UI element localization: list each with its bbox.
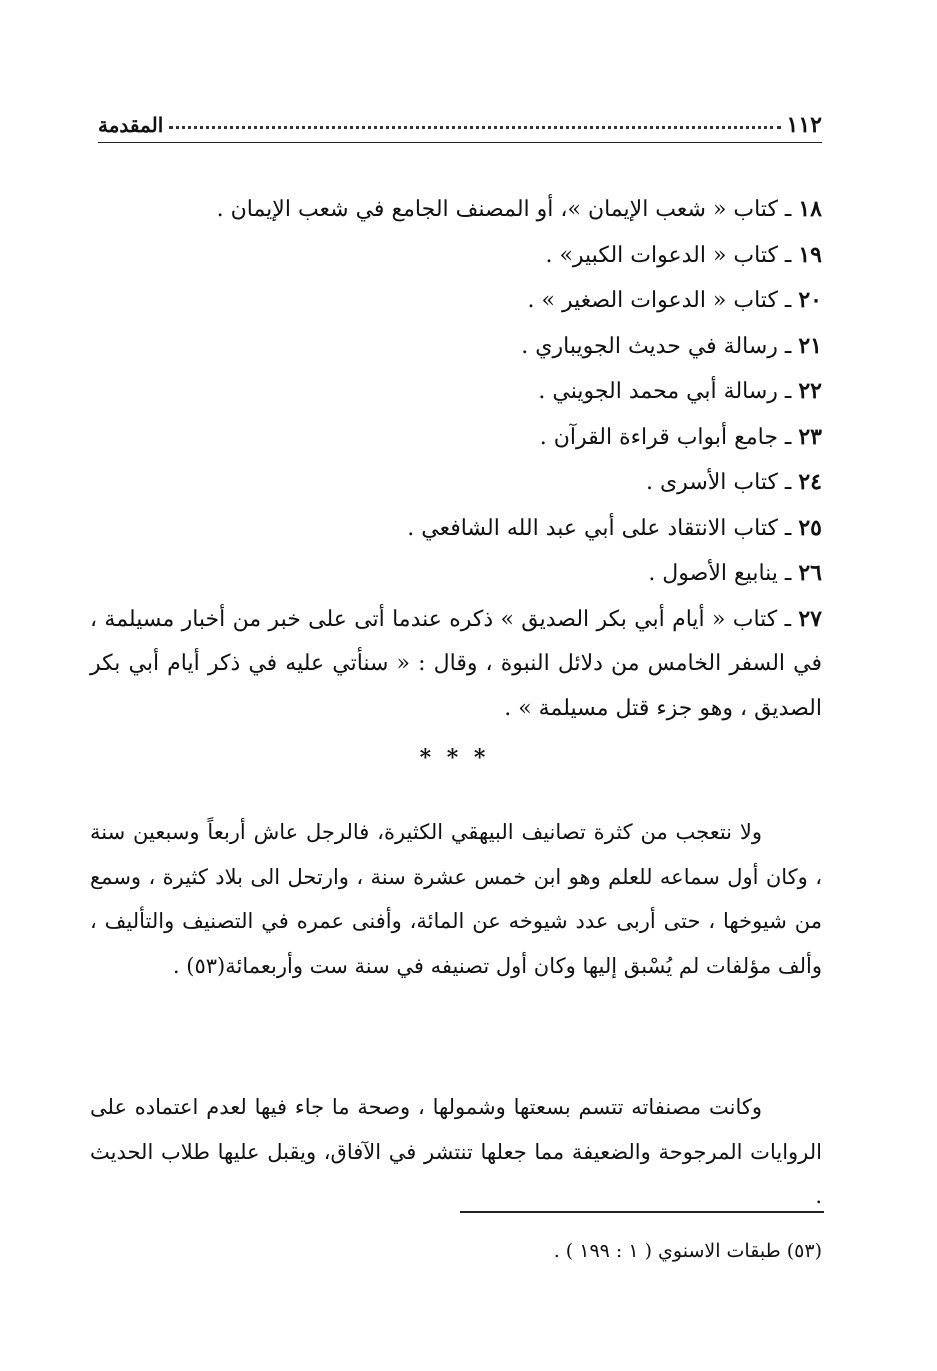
list-item	[90, 233, 822, 279]
body-paragraph: ولا نتعجب من كثرة تصانيف البيهقي الكثيرة، فالرجل عاش أربعاً وسبعين سنة ، وكان أول سماعه للعلم وهو ابن خمس عشرة سنة ، وارتحل الى بلاد كثيرة ، وسمع من شيوخها ، حتى أربى عدد شيوخه عن المائة، وأفنى عمره في التصنيف والتأليف ، وألف مؤلفات لم يُسْبق إليها وكان أول تصنيفه في سنة ست وأربعمائة(٥٣) .	[90, 820, 822, 978]
item-number: ١٩	[798, 241, 822, 268]
item-number: ٢٦	[798, 560, 822, 586]
section-separator	[0, 745, 937, 771]
works-list	[90, 187, 822, 731]
item-number: ٢٢	[798, 378, 822, 404]
footnote-divider	[460, 1211, 824, 1213]
list-item	[90, 278, 822, 324]
separator-stars: * * *	[419, 745, 490, 771]
header-title: المقدمة	[98, 113, 164, 137]
item-number: ٢٧	[798, 605, 822, 632]
footnote: (٥٣) طبقات الاسنوي ( ١ : ١٩٩ ) .	[553, 1240, 822, 1262]
list-item	[90, 187, 822, 233]
list-item	[90, 415, 822, 461]
item-number: ٢٠	[798, 287, 822, 313]
list-item	[90, 597, 822, 732]
item-text: ـ رسالة في حديث الجويباري .	[521, 333, 799, 359]
item-text: ـ رسالة أبي محمد الجويني .	[538, 379, 799, 404]
item-text: ـ جامع أبواب قراءة القرآن .	[539, 424, 799, 450]
page-number: ١١٢	[786, 112, 822, 138]
list-item	[90, 460, 822, 506]
running-header	[98, 108, 822, 143]
item-number: ٢٣	[798, 423, 822, 450]
item-number: ٢٤	[798, 469, 822, 495]
list-item	[90, 369, 822, 415]
item-text: ـ كتاب « الدعوات الصغير » .	[527, 288, 799, 313]
item-text: ـ كتاب « الدعوات الكبير» .	[545, 242, 799, 268]
header-leader-dots	[169, 126, 780, 129]
body-paragraph: وكانت مصنفاته تتسم بسعتها وشمولها ، وصحة ما جاء فيها لعدم اعتماده على الروايات المرجوحة والضعيفة مما جعلها تنتشر في الآفاق، ويقبل عليها طلاب الحديث .	[90, 1095, 822, 1208]
item-number: ٢١	[798, 332, 822, 359]
item-text: ـ كتاب الأسرى .	[645, 470, 799, 495]
list-item	[90, 506, 822, 552]
item-text: ـ كتاب الانتقاد على أبي عبد الله الشافعي .	[407, 515, 799, 541]
item-text: ـ ينابيع الأصول .	[648, 561, 799, 586]
item-text: ـ كتاب « شعب الإيمان »، أو المصنف الجامع في شعب الإيمان .	[216, 197, 799, 222]
item-number: ١٨	[798, 196, 822, 222]
item-text: ـ كتاب « أيام أبي بكر الصديق » ذكره عندما أتى على خبر من أخبار مسيلمة ، في السفر الخامس من دلائل النبوة ، وقال : « سنأتي عليه في ذكر أيام أبي بكر الصديق ، وهو جزء قتل مسيلمة » .	[90, 606, 822, 721]
list-item	[90, 551, 822, 597]
list-item	[90, 324, 822, 370]
item-number: ٢٥	[798, 514, 822, 541]
